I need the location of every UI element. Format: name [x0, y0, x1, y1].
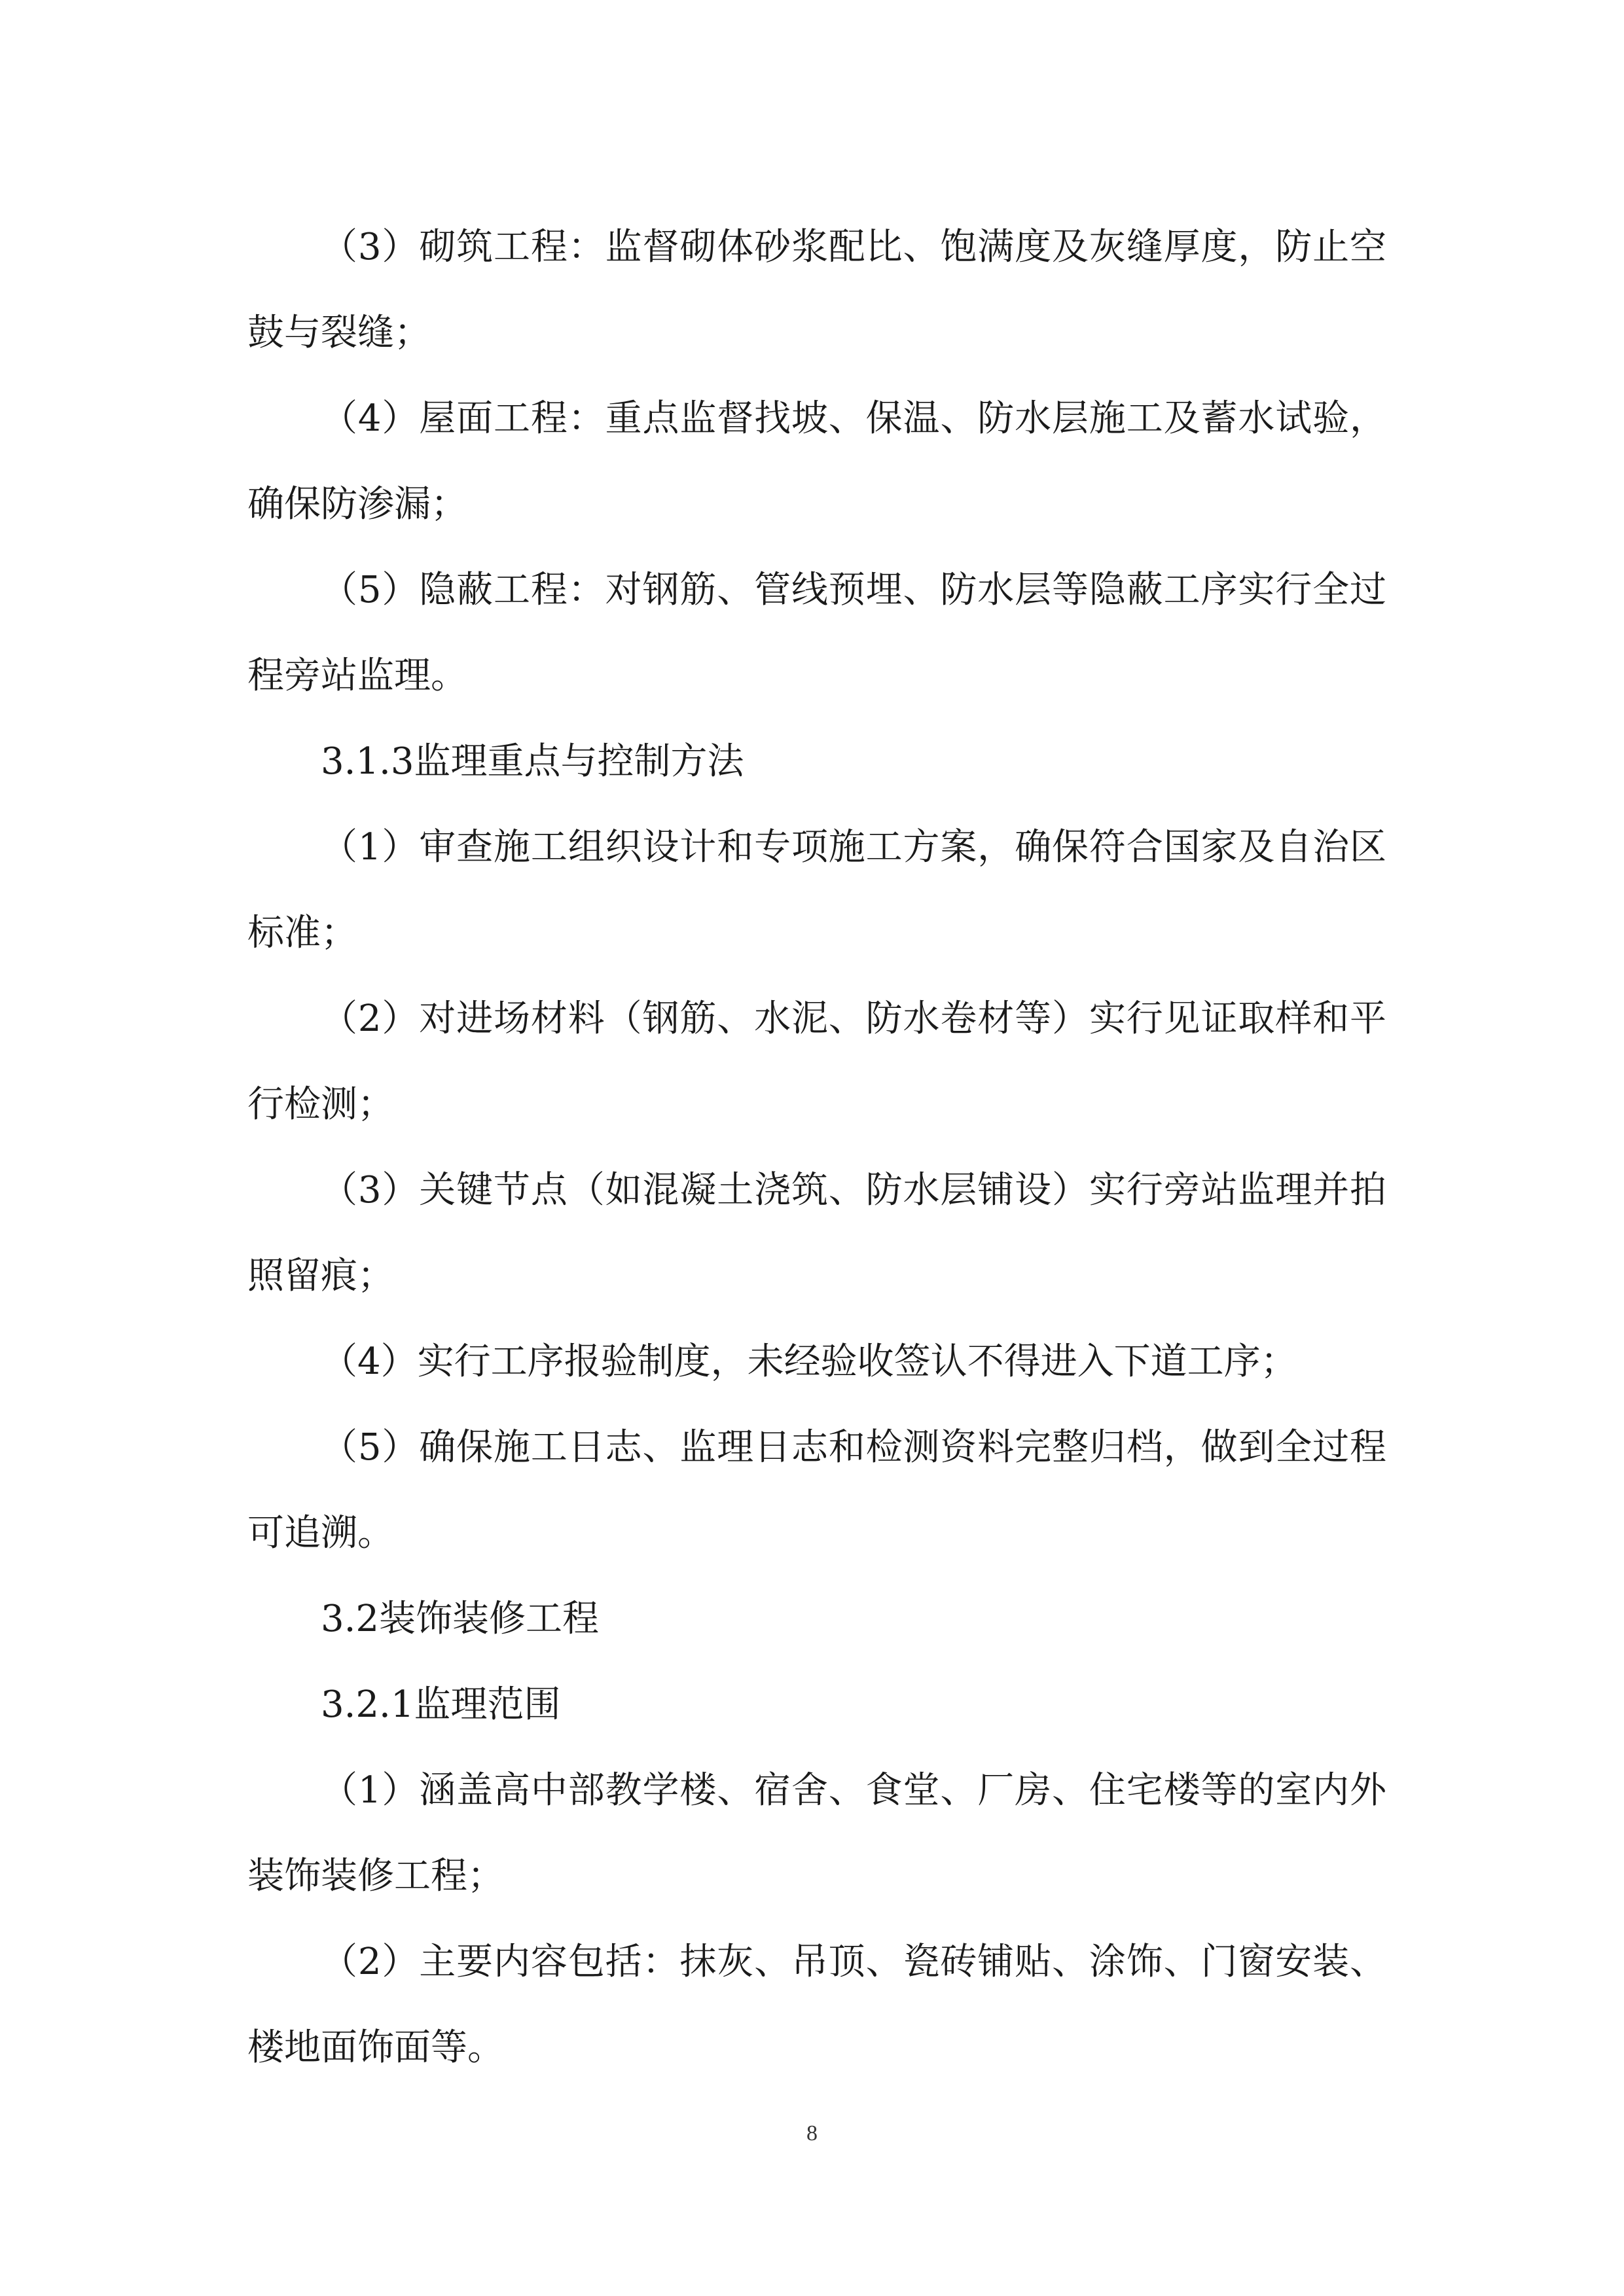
paragraph-material-testing: （2）对进场材料（钢筋、水泥、防水卷材等）实行见证取样和平行检测；: [247, 997, 1386, 1126]
section-heading-3-2: 3.2装饰装修工程: [321, 1598, 600, 1640]
page-number: 8: [806, 2121, 818, 2145]
paragraph-inspection-procedure: （4）实行工序报验制度，未经验收签认不得进入下道工序；: [321, 1340, 1297, 1383]
paragraph-scope-buildings: （1）涵盖高中部教学楼、宿舍、食堂、厂房、住宅楼等的室内外装饰装修工程；: [247, 1769, 1386, 1897]
paragraph-review-plans: （1）审查施工组织设计和专项施工方案，确保符合国家及自治区标准；: [247, 826, 1386, 954]
section-heading-3-2-1: 3.2.1监理范围: [321, 1683, 561, 1726]
paragraph-records-archive: （5）确保施工日志、监理日志和检测资料完整归档，做到全过程可追溯。: [247, 1426, 1386, 1554]
section-heading-3-1-3: 3.1.3监理重点与控制方法: [321, 740, 744, 783]
paragraph-key-nodes: （3）关键节点（如混凝土浇筑、防水层铺设）实行旁站监理并拍照留痕；: [247, 1169, 1386, 1297]
paragraph-concealed-works: （5）隐蔽工程：对钢筋、管线预埋、防水层等隐蔽工序实行全过程旁站监理。: [247, 569, 1386, 697]
paragraph-masonry: （3）砌筑工程：监督砌体砂浆配比、饱满度及灰缝厚度，防止空鼓与裂缝；: [247, 226, 1386, 354]
document-body: [247, 204, 1386, 2090]
paragraph-roofing: （4）屋面工程：重点监督找坡、保温、防水层施工及蓄水试验，确保防渗漏；: [247, 397, 1386, 526]
paragraph-scope-contents: （2）主要内容包括：抹灰、吊顶、瓷砖铺贴、涂饰、门窗安装、楼地面饰面等。: [247, 1941, 1386, 2069]
